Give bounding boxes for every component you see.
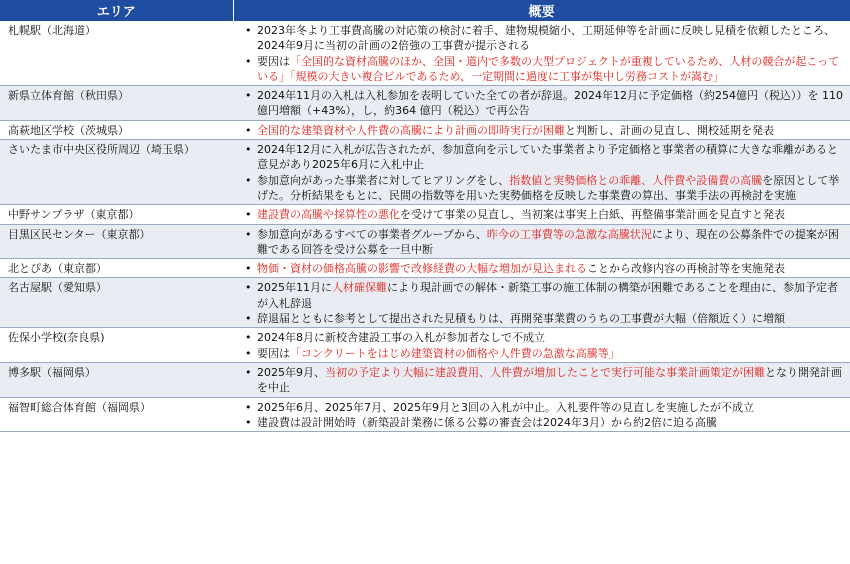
table-row	[0, 397, 850, 432]
highlight-text: 全国的な建築資材や人件費の高騰により計画の即時実行が困難	[257, 123, 565, 137]
summary-item	[257, 23, 846, 54]
summary-cell	[233, 224, 850, 259]
summary-cell	[233, 397, 850, 432]
summary-text: 要因は	[257, 346, 290, 360]
area-cell: 中野サンプラザ（東京都）	[0, 205, 233, 224]
summary-item	[257, 280, 846, 311]
area-cell: さいたま市中央区役所周辺（埼玉県）	[0, 140, 233, 205]
summary-list	[239, 261, 846, 276]
summary-list	[239, 330, 846, 361]
area-cell: 博多駅（福岡県）	[0, 362, 233, 397]
summary-text: により、現在の公募条件での提案が困難である回答を受け公募を一旦中断	[257, 227, 839, 256]
table-row	[0, 362, 850, 397]
highlight-text: 建設費の高騰や採算性の悪化	[257, 208, 400, 222]
area-cell: 目黒区民センター（東京都）	[0, 224, 233, 259]
summary-item	[257, 54, 846, 85]
area-cell: 佐保小学校(奈良県)	[0, 328, 233, 363]
area-cell: 北とぴあ（東京都）	[0, 259, 233, 278]
summary-item	[257, 346, 846, 361]
summary-list	[239, 280, 846, 326]
table-row	[0, 278, 850, 328]
summary-text: 2023年冬より工事費高騰の対応策の検討に着手、建物規模縮小、工期延伸等を計画に反映し見積を依頼したところ、2024年9月に当初の計画の2倍強の工事費が提示される	[257, 24, 835, 53]
summary-item	[257, 173, 846, 204]
summary-text: 辞退届とともに参考として提出された見積もりは、再開発事業費のうちの工事費が大幅（倍額近く）に増額	[257, 312, 785, 326]
summary-cell	[233, 120, 850, 139]
summary-text: 2025年6月、2025年7月、2025年9月と3回の入札が中止。入札要件等の見直しを実施したが不成立	[257, 400, 754, 414]
summary-text: 要因は	[257, 54, 290, 68]
summary-text: 参加意向があった事業者に対してヒアリングをし、	[257, 173, 510, 187]
summary-list	[239, 142, 846, 203]
header-summary: 概要	[233, 0, 850, 21]
area-cell: 札幌駅（北海道）	[0, 21, 233, 86]
summary-cell	[233, 21, 850, 86]
summary-item	[257, 400, 846, 415]
highlight-text: 物価・資材の価格高騰の影響で改修経費の大幅な増加が見込まれる	[257, 262, 587, 276]
summary-text: 2025年11月に	[257, 281, 332, 295]
summary-text: 参加意向があるすべての事業者グループから、	[257, 227, 487, 241]
highlight-text: 昨今の工事費等の急激な高騰状況	[486, 227, 652, 241]
summary-cell	[233, 259, 850, 278]
summary-text: を受けて事業の見直し、当初案は事実上白紙、再整備事業計画を見直すと発表	[400, 208, 785, 222]
summary-list	[239, 23, 846, 84]
summary-list	[239, 227, 846, 258]
summary-text: 2025年9月、	[257, 365, 325, 379]
summary-text: と判断し、計画の見直し、開校延期を発表	[565, 123, 774, 137]
summary-item	[257, 88, 846, 119]
summary-item	[257, 207, 846, 222]
highlight-text: 「コンクリートをはじめ建築資材の価格や人件費の急激な高騰等」	[290, 346, 620, 360]
table-row	[0, 21, 850, 86]
summary-list	[239, 123, 846, 138]
table-body	[0, 21, 850, 432]
table-header	[0, 0, 850, 21]
summary-list	[239, 88, 846, 119]
summary-item	[257, 311, 846, 326]
summary-text: を原因として挙げた。分析結果をもとに、民間の指数等を用いた実勢価格を反映した事業費の算出、事業手法の再検討を実施	[257, 173, 840, 202]
summary-text: により現計画での解体・新築工事の施工体制の構築が困難であることを理由に、参加予定者が入札辞退	[257, 281, 838, 310]
summary-text: となり開発計画を中止	[257, 365, 842, 395]
summary-item	[257, 261, 846, 276]
table-row	[0, 140, 850, 205]
area-cell: 福智町総合体育館（福岡県）	[0, 397, 233, 432]
summary-item	[257, 123, 846, 138]
highlight-text: 「全国的な資材高騰のほか、全国・道内で多数の大型プロジェクトが重複しているため、人材の競合が起こっている」「規模の大きい複合ビルであるため、一定期間に過度に工事が集中し労務コストが嵩む」	[257, 54, 840, 83]
summary-item	[257, 330, 846, 345]
table-row	[0, 224, 850, 259]
summary-item	[257, 142, 846, 173]
summary-cell	[233, 328, 850, 363]
summary-text: ことから改修内容の再検討等を実施発表	[587, 262, 785, 276]
summary-text: 2024年12月に入札が広告されたが、参加意向を示していた事業者より予定価格と事業者の積算に大きな乖離があると意見があり2025年6月に入札中止	[257, 143, 838, 172]
summary-text: 建設費は設計開始時（新築設計業務に係る公募の審査会は2024年3月）から約2倍に迫る高騰	[257, 415, 717, 429]
table-row	[0, 86, 850, 121]
summary-list	[239, 365, 846, 396]
summary-item	[257, 415, 846, 430]
summary-cell	[233, 86, 850, 121]
area-cell: 名古屋駅（愛知県）	[0, 278, 233, 328]
table-row	[0, 328, 850, 363]
summary-cell	[233, 362, 850, 397]
table-row	[0, 259, 850, 278]
summary-item	[257, 227, 846, 258]
highlight-text: 人材確保難	[332, 281, 387, 295]
table-row	[0, 120, 850, 139]
area-cell: 新県立体育館（秋田県）	[0, 86, 233, 121]
summary-cell	[233, 278, 850, 328]
table-row	[0, 205, 850, 224]
summary-cell	[233, 205, 850, 224]
summary-item	[257, 365, 846, 396]
summary-text: 2024年11月の入札は入札参加を表明していた全ての者が辞退。2024年12月に予定価格（約254億円（税込））を 110 億円増額（+43%），し，約364 億円（税込）で再公告	[257, 89, 843, 118]
header-area: エリア	[0, 0, 233, 21]
area-cell: 高萩地区学校（茨城県）	[0, 120, 233, 139]
summary-cell	[233, 140, 850, 205]
summary-list	[239, 207, 846, 222]
summary-text: 2024年8月に新校舎建設工事の入札が参加者なしで不成立	[257, 331, 545, 345]
highlight-text: 指数値と実勢価格との乖離、人件費や設備費の高騰	[509, 173, 763, 187]
summary-list	[239, 400, 846, 431]
highlight-text: 当初の予定より大幅に建設費用、人件費が増加したことで実行可能な事業計画策定が困難	[325, 365, 765, 379]
